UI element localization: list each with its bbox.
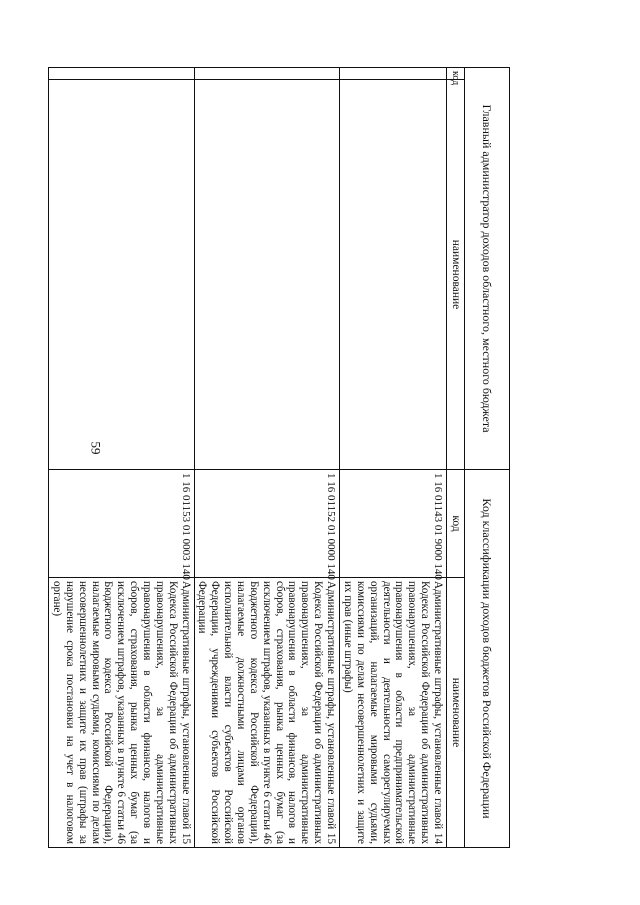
- administrator-name-cell: [340, 80, 447, 470]
- main-administrator-header: Главный администратор доходов областного, местного бюджета: [465, 68, 510, 470]
- administrator-name-header: наименование: [447, 80, 465, 470]
- classification-code-header: Код классификации доходов бюджетов Российской Федерации: [465, 470, 510, 848]
- administrator-code-header: код: [447, 68, 465, 80]
- income-name-cell: Административные штрафы, установленные главой 15 Кодекса Российской Федерации об административных правонарушениях, за административные правонарушения в области финансов, налогов и сборов, страхования, рынка ценных бумаг (за исключением штрафов, указанных в пункте 6 статьи 46 Бюджетного кодекса Российской Федерации), налагаемые мировыми судьями, комиссиями по делам несовершеннолетних и защите их прав (штрафы за нарушение срока постановки на учет в налоговом органе): [49, 578, 194, 848]
- income-name-cell: Административные штрафы, установленные главой 15 Кодекса Российской Федерации об административных правонарушениях, за административные правонарушения в области финансов, налогов и сборов, страхования, рынка ценных бумаг (за исключением штрафов, указанных в пункте 6 статьи 46 Бюджетного кодекса Российской Федерации), налагаемые должностными лицами органов исполнительной власти субъектов Российской Федерации, учреждениями субъектов Российской Федерации: [194, 578, 339, 848]
- income-name-header: наименование: [447, 578, 465, 848]
- administrator-code-cell: [194, 68, 339, 80]
- table-header-sub-row: [447, 68, 465, 848]
- income-name-cell: Административные штрафы, установленные главой 14 Кодекса Российской Федерации об административных правонарушениях, за административные правонарушения в области предпринимательской деятельности и деятельности саморегулируемых организаций, налагаемые мировыми судьями, комиссиями по делам несовершеннолетних и защите их прав (иные штрафы): [340, 578, 447, 848]
- administrator-code-cell: [340, 68, 447, 80]
- income-code-header: код: [447, 470, 465, 578]
- administrator-name-cell: [194, 80, 339, 470]
- table-header-top-row: [465, 68, 510, 848]
- table-row: [194, 68, 339, 848]
- table-row: [49, 68, 194, 848]
- budget-income-classification-table: [48, 67, 510, 848]
- administrator-code-cell: [49, 68, 194, 80]
- table-header: [447, 68, 510, 848]
- page-number: 59: [88, 441, 104, 455]
- income-code-cell: 1 16 01153 01 0003 140: [49, 470, 194, 578]
- income-code-cell: 1 16 01143 01 9000 140: [340, 470, 447, 578]
- administrator-name-cell: [49, 80, 194, 470]
- income-code-cell: 1 16 01152 01 0000 140: [194, 470, 339, 578]
- table-row: [340, 68, 447, 848]
- table-body: [49, 68, 447, 848]
